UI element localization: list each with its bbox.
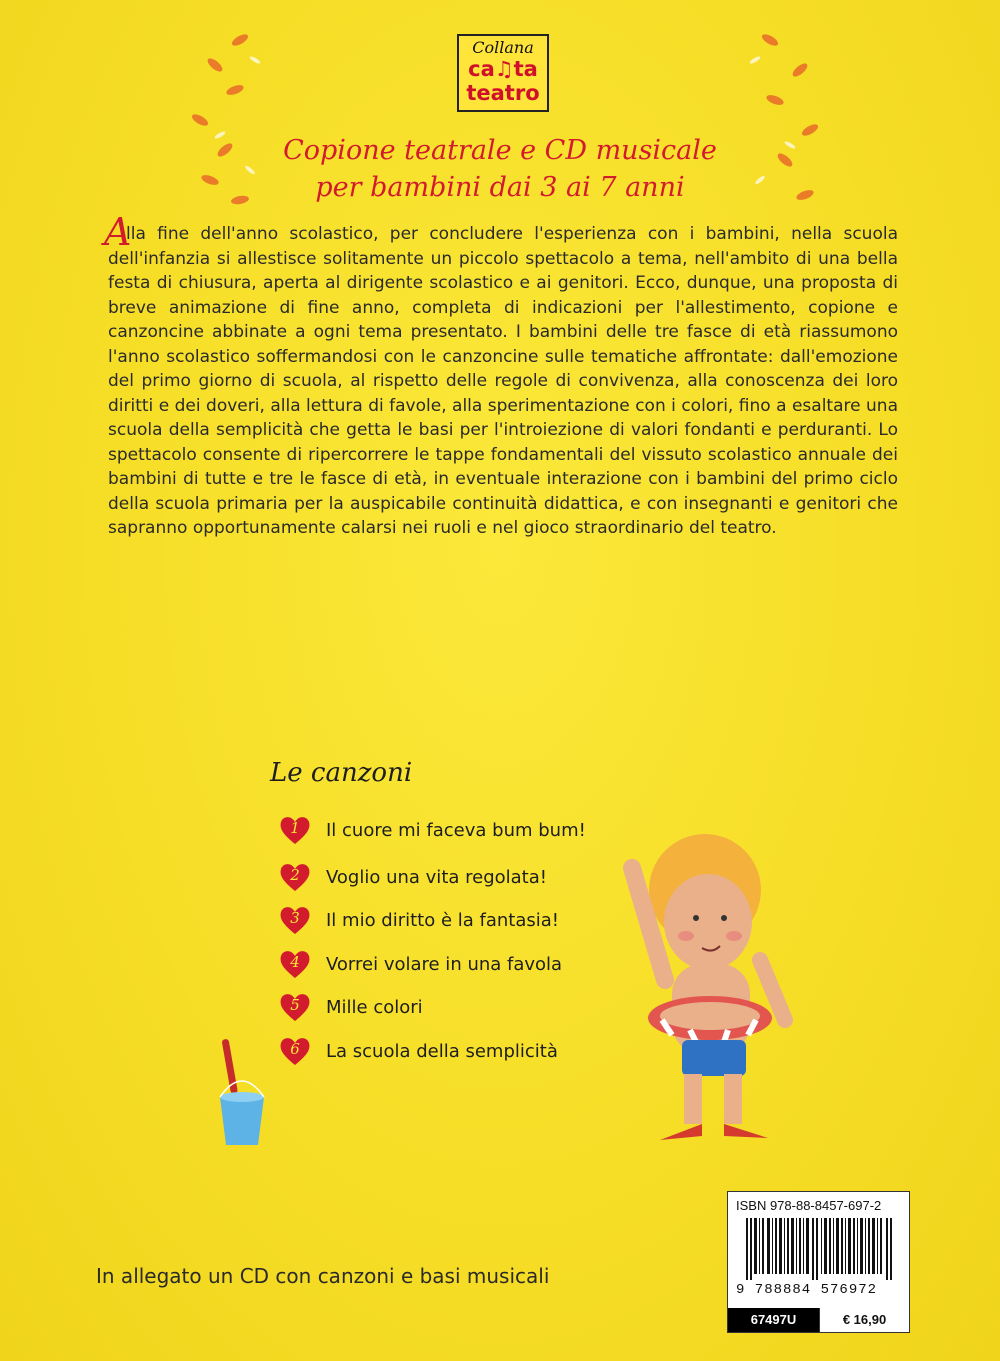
cd-note: In allegato un CD con canzoni e basi musicali: [96, 1264, 550, 1288]
heart-icon: [278, 991, 312, 1023]
song-number: 4: [290, 953, 300, 971]
barcode-box: [727, 1191, 910, 1333]
song-title: La scuola della semplicità: [326, 1040, 558, 1062]
song-number: 5: [290, 996, 300, 1014]
song-item: [278, 1035, 558, 1067]
logo-line-2: ca♫ta: [468, 57, 538, 81]
song-item: [278, 948, 562, 980]
song-title: Il cuore mi faceva bum bum!: [326, 819, 586, 841]
song-item: [278, 904, 559, 936]
description-text: [108, 222, 898, 541]
description-body: lla fine dell'anno scolastico, per concludere l'esperienza con i bambini, nella scuola dell'infanzia si allestisce solitamente un piccolo spettacolo a tema, nell'ambito di una bella festa di chiusura, aperta al dirigente scolastico e ai genitori. Ecco, dunque, una proposta di breve animazione di fine anno, completa di indicazioni per l'allestimento, copione e canzoncine abbinate a ogni tema presentato. I bambini delle tre fasce di età riassumono l'anno scolastico soffermandosi con le canzoncine sulle tematiche affrontate: dall'emozione del primo giorno di scuola, al rispetto delle regole di convivenza, alla conoscenza dei loro diritti e dei doveri, alla lettura di favole, alla sperimentazione con i colori, fino a esaltare una scuola della semplicità che getta le basi per l'introiezione di valori fondanti e perduranti. Lo spettacolo consente di ripercorrere le tappe fondamentali del vissuto scolastico annuale dei bambini di tutte e tre le fasce di età, in eventuale interazione con i bambini del primo ciclo della scuola primaria per la auspicabile continuità didattica, e con insegnanti e genitori che sapranno opportunamente calarsi nei ruoli e nel gioco straordinario del teatro.: [108, 224, 898, 538]
isbn: ISBN 978-88-8457-697-2: [736, 1198, 882, 1213]
dropcap: A: [104, 210, 132, 254]
song-item: [278, 814, 586, 846]
product-code: 67497U: [728, 1308, 819, 1332]
song-title: Vorrei volare in una favola: [326, 953, 563, 975]
song-title: Mille colori: [326, 996, 423, 1018]
logo-line-3: teatro: [466, 81, 540, 105]
song-number: 6: [290, 1040, 300, 1058]
price: € 16,90: [819, 1308, 909, 1332]
heart-icon: [278, 904, 312, 936]
subtitle-line-2: per bambini dai 3 ai 7 anni: [315, 172, 685, 203]
heart-icon: [278, 814, 312, 846]
heart-icon: [278, 948, 312, 980]
song-number: 1: [290, 819, 300, 837]
song-item: [278, 991, 423, 1023]
barcode-icon: [746, 1218, 894, 1280]
heart-icon: [278, 1035, 312, 1067]
heart-icon: [278, 861, 312, 893]
song-title: Il mio diritto è la fantasia!: [326, 909, 560, 931]
child-illustration-icon: [610, 830, 820, 1160]
subtitle-line-1: Copione teatrale e CD musicale: [283, 135, 717, 166]
song-title: Voglio una vita regolata!: [326, 866, 547, 888]
ean-number: 9 788884 576972: [736, 1282, 878, 1298]
song-number: 2: [290, 866, 300, 884]
logo-line-1: Collana: [472, 38, 534, 57]
song-number: 3: [290, 909, 300, 927]
bucket-icon: [212, 1035, 272, 1150]
series-logo: [457, 34, 549, 112]
song-item: [278, 861, 547, 893]
songs-heading: Le canzoni: [270, 758, 413, 788]
